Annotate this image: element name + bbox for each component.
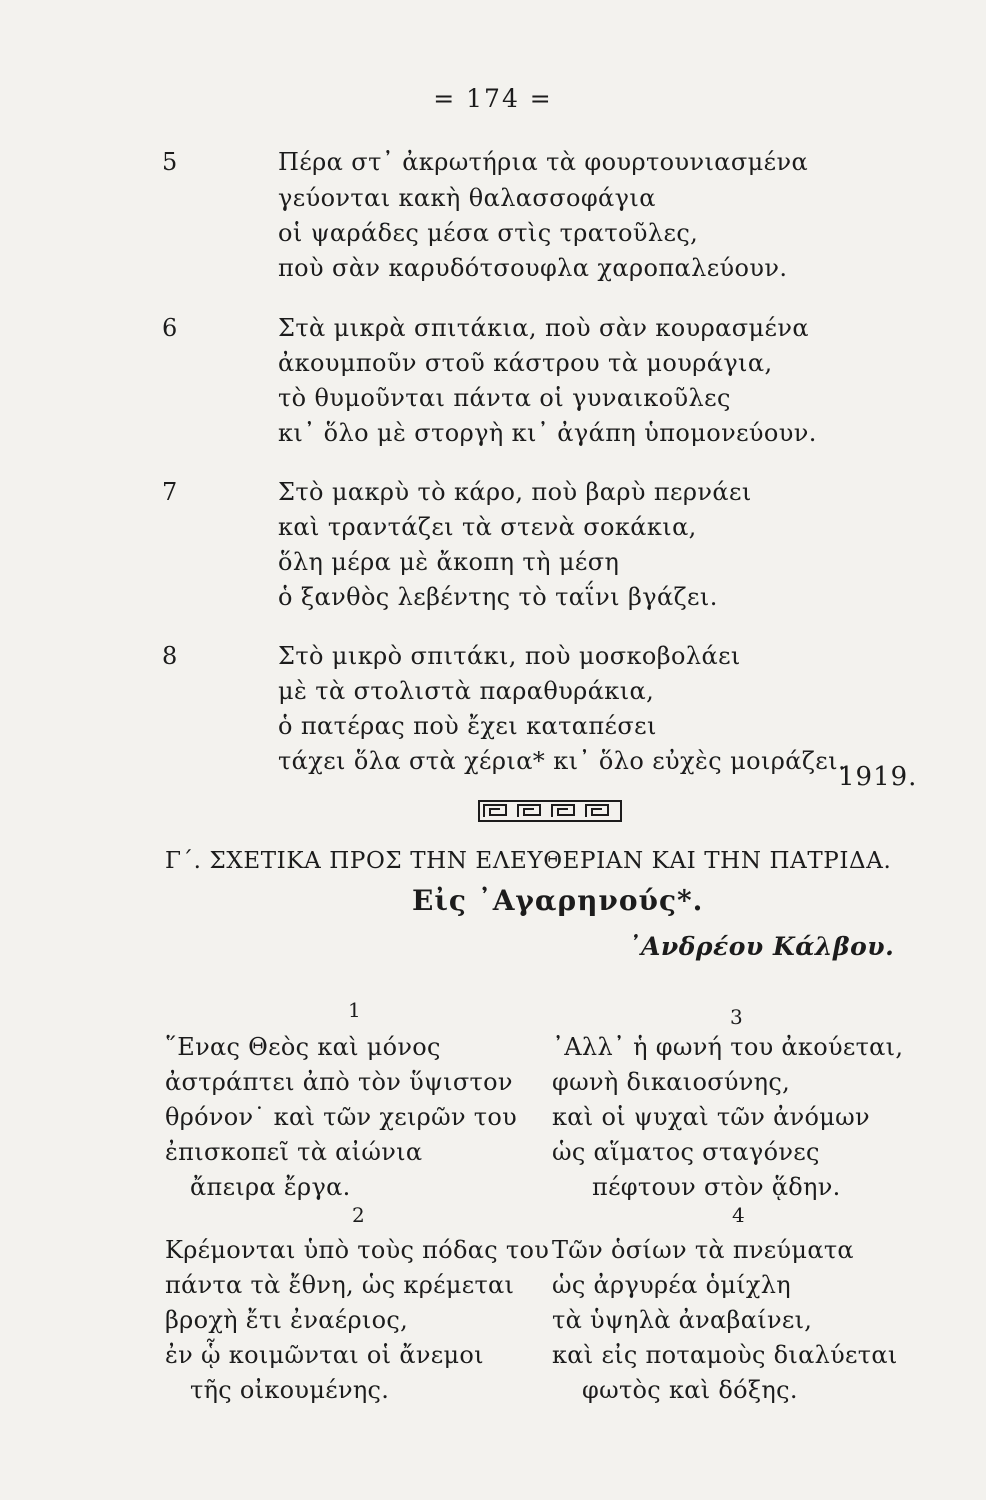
verse-line: φωνὴ δικαιοσύνης, [552,1068,791,1096]
verse-line: Στὰ μικρὰ σπιτάκια, ποὺ σὰν κουρασμένα [278,314,809,342]
stanza-number: 6 [162,314,178,342]
verse-line: τὸ θυμοῦνται πάντα οἱ γυναικοῦλες [278,384,731,412]
verse-line: Πέρα στ᾽ ἀκρωτήρια τὰ φουρτουνιασμένα [278,148,809,176]
verse-line: τὰ ὑψηλὰ ἀναβαίνει, [552,1306,813,1334]
poem-title: Εἰς ᾽Αγαρηνούς*. [412,884,704,917]
verse-line: ἐν ᾧ κοιμῶνται οἱ ἄνεμοι [165,1341,484,1369]
verse-line: πάντα τὰ ἔθνη, ὡς κρέμεται [165,1271,515,1299]
verse-line: Κρέμονται ὑπὸ τοὺς πόδας του [165,1236,550,1264]
verse-line: ποὺ σὰν καρυδότσουφλα χαροπαλεύουν. [278,254,788,282]
section-heading: Γ΄. ΣΧΕΤΙΚΑ ΠΡΟΣ ΤΗΝ ΕΛΕΥΘΕΡΙΑΝ ΚΑΙ ΤΗΝ ΠΑΤΡΙΔΑ. [165,848,892,874]
stanza-number: 4 [732,1203,745,1227]
verse-line: ἄπειρα ἔργα. [190,1173,351,1201]
verse-line: ὁ ξανθὸς λεβέντης τὸ ταΐνι βγάζει. [278,583,718,611]
verse-line: ὁ πατέρας ποὺ ἔχει καταπέσει [278,712,657,740]
verse-line: ἐπισκοπεῖ τὰ αἰώνια [165,1138,423,1166]
verse-line: κι᾽ ὅλο μὲ στοργὴ κι᾽ ἀγάπη ὑπομονεύουν. [278,419,817,447]
verse-line: Στὸ μακρὺ τὸ κάρο, ποὺ βαρὺ περνάει [278,478,752,506]
verse-line: τάχει ὅλα στὰ χέρια* κι᾽ ὅλο εὐχὲς μοιράζει. [278,747,846,775]
stanza-number: 7 [162,478,178,506]
verse-line: ᾽Αλλ᾽ ἡ φωνή του ἀκούεται, [552,1033,904,1061]
verse-line: καὶ εἰς ποταμοὺς διαλύεται [552,1341,898,1369]
verse-line: καὶ τραντάζει τὰ στενὰ σοκάκια, [278,513,697,541]
stanza-number: 5 [162,148,178,176]
verse-line: Τῶν ὁσίων τὰ πνεύματα [552,1236,854,1264]
poem-date: 1919. [838,762,918,792]
verse-line: γεύονται κακὴ θαλασσοφάγια [278,184,656,212]
stanza-number: 3 [730,1005,743,1029]
stanza-number: 8 [162,642,178,670]
verse-line: ὡς αἵματος σταγόνες [552,1138,820,1166]
poem-author: ᾽Ανδρέου Κάλβου. [628,932,895,961]
verse-line: ἀστράπτει ἀπὸ τὸν ὕψιστον [165,1068,513,1096]
verse-line: Στὸ μικρὸ σπιτάκι, ποὺ μοσκοβολάει [278,642,741,670]
verse-line: τῆς οἰκουμένης. [190,1376,390,1404]
page-number: = 174 = [433,84,553,113]
verse-line: μὲ τὰ στολιστὰ παραθυράκια, [278,677,655,705]
stanza-number: 2 [352,1203,365,1227]
verse-line: ἀκουμποῦν στοῦ κάστρου τὰ μουράγια, [278,349,773,377]
verse-line: καὶ οἱ ψυχαὶ τῶν ἀνόμων [552,1103,870,1131]
verse-line: φωτὸς καὶ δόξης. [582,1376,798,1404]
verse-line: ῞Ενας Θεὸς καὶ μόνος [165,1033,441,1061]
verse-line: οἱ ψαράδες μέσα στὶς τρατοῦλες, [278,219,699,247]
verse-line: θρόνον˙ καὶ τῶν χειρῶν του [165,1103,517,1131]
verse-line: ὡς ἀργυρέα ὁμίχλη [552,1271,791,1299]
greek-key-ornament-icon [478,800,622,826]
stanza-number: 1 [348,998,361,1022]
verse-line: πέφτουν στὸν ᾅδην. [592,1173,841,1201]
verse-line: ὅλη μέρα μὲ ἄκοπη τὴ μέση [278,548,620,576]
verse-line: βροχὴ ἔτι ἐναέριος, [165,1306,409,1334]
